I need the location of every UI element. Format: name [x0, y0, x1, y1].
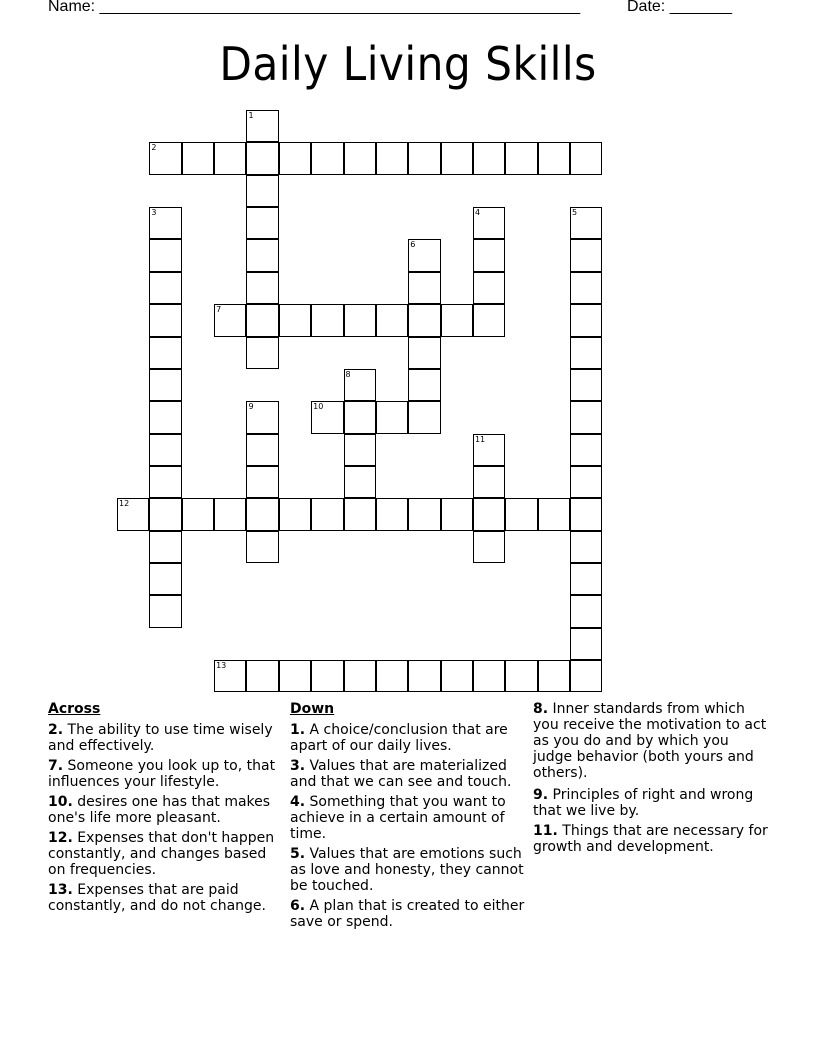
- clue-down-6: [290, 898, 526, 930]
- clue-text: Principles of right and wrong that we live by.: [533, 787, 754, 819]
- cell-number: 11: [474, 434, 486, 444]
- grid-cell[interactable]: [570, 272, 602, 304]
- cell-number: 13: [216, 661, 227, 671]
- clue-number: 8.: [533, 701, 549, 717]
- grid-cell[interactable]: [246, 110, 278, 142]
- clue-text: Expenses that are paid constantly, and do not change.: [48, 882, 266, 914]
- grid-cell[interactable]: [344, 401, 376, 433]
- grid-cell[interactable]: [570, 401, 602, 433]
- clue-down-11: [533, 823, 769, 855]
- grid-cell[interactable]: [279, 304, 311, 336]
- grid-cell[interactable]: [149, 304, 181, 336]
- clue-number: 12.: [48, 830, 73, 846]
- grid-cell[interactable]: [408, 337, 440, 369]
- grid-cell[interactable]: [246, 498, 278, 530]
- page-title: Daily Living Skills: [219, 37, 597, 91]
- grid-cell[interactable]: [408, 142, 440, 174]
- grid-cell[interactable]: [408, 660, 440, 692]
- grid-cell[interactable]: [246, 175, 278, 207]
- clue-number: 2.: [48, 722, 64, 738]
- grid-cell[interactable]: [344, 304, 376, 336]
- clue-text: Values that are materialized and that we can see and touch.: [290, 758, 512, 790]
- clue-down-8: [533, 701, 769, 781]
- across-heading: Across: [48, 701, 101, 717]
- grid-cell[interactable]: [473, 304, 505, 336]
- clue-text: Inner standards from which you receive the motivation to act as you do and by which you judge behavior (both yours and others).: [533, 701, 767, 781]
- grid-cell[interactable]: [538, 660, 570, 692]
- grid-cell[interactable]: [214, 304, 246, 336]
- cell-number: 12: [119, 499, 130, 509]
- grid-cell[interactable]: [246, 660, 278, 692]
- grid-cell[interactable]: [344, 369, 376, 401]
- grid-cell[interactable]: [311, 498, 343, 530]
- grid-cell[interactable]: [149, 239, 181, 271]
- clue-across-13: [48, 882, 284, 914]
- grid-cell[interactable]: [408, 498, 440, 530]
- grid-cell[interactable]: [246, 466, 278, 498]
- grid-cell[interactable]: [441, 142, 473, 174]
- grid-cell[interactable]: [246, 142, 278, 174]
- grid-cell[interactable]: [149, 563, 181, 595]
- date-field[interactable]: Date: _______: [627, 0, 732, 15]
- clue-down-4: [290, 794, 526, 842]
- cell-number: 7: [216, 305, 222, 315]
- clue-down-3: [290, 758, 526, 790]
- cell-number: 9: [248, 402, 254, 412]
- clue-number: 6.: [290, 898, 306, 914]
- grid-cell[interactable]: [376, 498, 408, 530]
- grid-cell[interactable]: [182, 142, 214, 174]
- grid-cell[interactable]: [149, 142, 181, 174]
- clue-number: 10.: [48, 794, 73, 810]
- grid-cell[interactable]: [473, 142, 505, 174]
- grid-cell[interactable]: [376, 660, 408, 692]
- down-clues: [290, 701, 526, 934]
- cell-number: 3: [151, 208, 157, 218]
- grid-cell[interactable]: [149, 595, 181, 627]
- cell-number: 4: [474, 208, 481, 218]
- grid-cell[interactable]: [473, 660, 505, 692]
- grid-cell[interactable]: [344, 142, 376, 174]
- clue-number: 7.: [48, 758, 64, 774]
- clue-text: Expenses that don't happen constantly, and changes based on frequencies.: [48, 830, 275, 878]
- clue-number: 3.: [290, 758, 306, 774]
- clue-across-7: [48, 758, 284, 790]
- grid-cell[interactable]: [408, 401, 440, 433]
- grid-cell[interactable]: [344, 660, 376, 692]
- grid-cell[interactable]: [570, 498, 602, 530]
- clue-across-10: [48, 794, 284, 826]
- clue-down-9: [533, 787, 769, 819]
- grid-cell[interactable]: [149, 434, 181, 466]
- grid-cell[interactable]: [570, 595, 602, 627]
- grid-cell[interactable]: [344, 466, 376, 498]
- grid-cell[interactable]: [117, 498, 149, 530]
- clue-number: 13.: [48, 882, 73, 898]
- clue-text: A choice/conclusion that are apart of our daily lives.: [290, 722, 508, 754]
- clue-across-2: [48, 722, 284, 754]
- clue-text: A plan that is created to either save or spend.: [290, 898, 525, 930]
- grid-cell[interactable]: [538, 498, 570, 530]
- clue-number: 11.: [533, 823, 558, 839]
- grid-cell[interactable]: [408, 304, 440, 336]
- grid-cell[interactable]: [149, 498, 181, 530]
- grid-cell[interactable]: [570, 466, 602, 498]
- clue-text: Things that are necessary for growth and development.: [533, 823, 768, 855]
- cell-number: 10: [313, 402, 324, 412]
- grid-cell[interactable]: [376, 142, 408, 174]
- grid-cell[interactable]: [570, 563, 602, 595]
- clue-text: desires one has that makes one's life more pleasant.: [48, 794, 271, 826]
- grid-cell[interactable]: [311, 304, 343, 336]
- clue-down-1: [290, 722, 526, 754]
- grid-cell[interactable]: [246, 401, 278, 433]
- clue-text: The ability to use time wisely and effectively.: [48, 722, 273, 754]
- clue-text: Someone you look up to, that influences your lifestyle.: [48, 758, 276, 790]
- grid-cell[interactable]: [149, 531, 181, 563]
- grid-cell[interactable]: [473, 239, 505, 271]
- grid-cell[interactable]: [182, 498, 214, 530]
- grid-cell[interactable]: [311, 142, 343, 174]
- grid-cell[interactable]: [149, 401, 181, 433]
- grid-cell[interactable]: [344, 498, 376, 530]
- grid-cell[interactable]: [570, 337, 602, 369]
- grid-cell[interactable]: [246, 272, 278, 304]
- grid-cell[interactable]: [214, 498, 246, 530]
- grid-cell[interactable]: [473, 272, 505, 304]
- grid-cell[interactable]: [311, 401, 343, 433]
- grid-cell[interactable]: [149, 207, 181, 239]
- clue-number: 4.: [290, 794, 306, 810]
- cell-number: 5: [572, 208, 578, 218]
- clue-down-5: [290, 846, 526, 894]
- grid-cell[interactable]: [441, 304, 473, 336]
- grid-cell[interactable]: [570, 660, 602, 692]
- name-field[interactable]: Name: ______________________________________________________: [48, 0, 581, 15]
- grid-cell[interactable]: [408, 272, 440, 304]
- grid-cell[interactable]: [570, 369, 602, 401]
- grid-cell[interactable]: [149, 369, 181, 401]
- clue-text: Something that you want to achieve in a certain amount of time.: [290, 794, 506, 842]
- grid-cell[interactable]: [246, 239, 278, 271]
- grid-cell[interactable]: [279, 498, 311, 530]
- grid-cell[interactable]: [246, 434, 278, 466]
- grid-cell[interactable]: [149, 466, 181, 498]
- cell-number: 1: [248, 111, 254, 120]
- grid-cell[interactable]: [570, 434, 602, 466]
- clue-number: 5.: [290, 846, 306, 862]
- cell-number: 2: [151, 143, 157, 153]
- grid-cell[interactable]: [570, 628, 602, 660]
- grid-cell[interactable]: [570, 207, 602, 239]
- across-clues: [48, 701, 284, 918]
- grid-cell[interactable]: [408, 369, 440, 401]
- grid-cell[interactable]: [376, 304, 408, 336]
- grid-cell[interactable]: [570, 304, 602, 336]
- grid-cell[interactable]: [441, 660, 473, 692]
- grid-cell[interactable]: [473, 466, 505, 498]
- grid-cell[interactable]: [344, 434, 376, 466]
- grid-cell[interactable]: [441, 498, 473, 530]
- grid-cell[interactable]: [473, 207, 505, 239]
- grid-cell[interactable]: [246, 531, 278, 563]
- grid-cell[interactable]: [246, 337, 278, 369]
- grid-cell[interactable]: [473, 434, 505, 466]
- grid-cell[interactable]: [376, 401, 408, 433]
- grid-cell[interactable]: [538, 142, 570, 174]
- grid-cell[interactable]: [505, 142, 537, 174]
- grid-cell[interactable]: [149, 272, 181, 304]
- grid-cell[interactable]: [246, 304, 278, 336]
- grid-cell[interactable]: [279, 142, 311, 174]
- grid-cell[interactable]: [311, 660, 343, 692]
- grid-cell[interactable]: [570, 239, 602, 271]
- grid-cell[interactable]: [149, 337, 181, 369]
- grid-cell[interactable]: [214, 142, 246, 174]
- grid-cell[interactable]: [473, 498, 505, 530]
- grid-cell[interactable]: [214, 660, 246, 692]
- grid-cell[interactable]: [408, 239, 440, 271]
- grid-cell[interactable]: [505, 660, 537, 692]
- grid-cell[interactable]: [505, 498, 537, 530]
- down-clues-continued: [533, 701, 769, 859]
- cell-number: 8: [345, 369, 351, 379]
- grid-cell[interactable]: [279, 660, 311, 692]
- clue-text: Values that are emotions such as love and honesty, they cannot be touched.: [290, 846, 524, 894]
- grid-cell[interactable]: [570, 531, 602, 563]
- down-heading: Down: [290, 701, 335, 717]
- grid-cell[interactable]: [473, 531, 505, 563]
- clue-number: 9.: [533, 787, 549, 803]
- grid-cell[interactable]: [246, 207, 278, 239]
- clue-across-12: [48, 830, 284, 878]
- clue-number: 1.: [290, 722, 306, 738]
- grid-cell[interactable]: [570, 142, 602, 174]
- cell-number: 6: [410, 240, 416, 250]
